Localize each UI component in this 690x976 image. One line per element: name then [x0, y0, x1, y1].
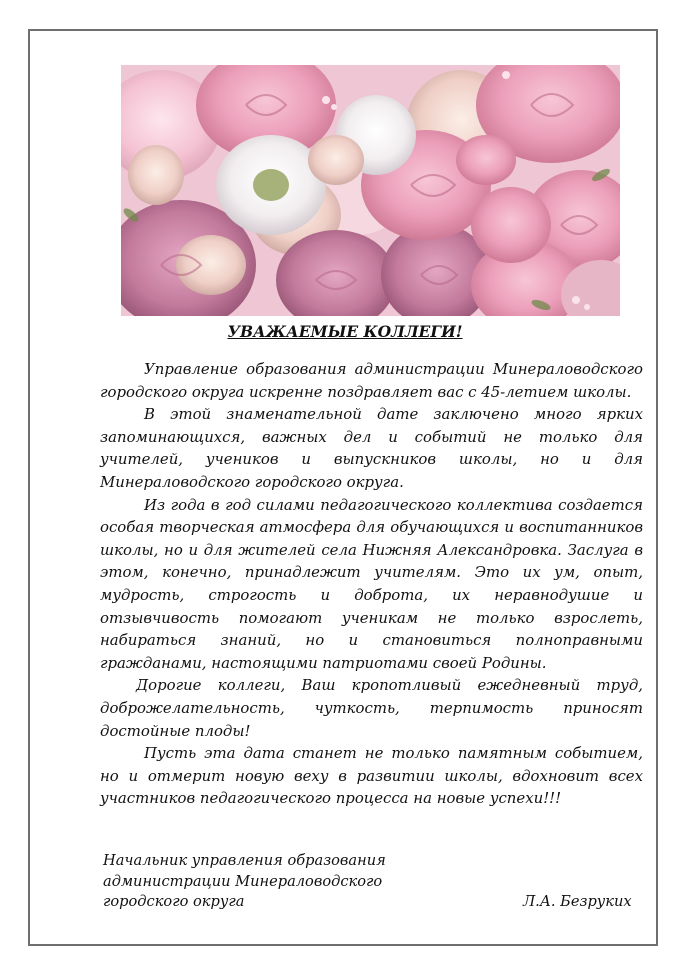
letter-title: УВАЖАЕМЫЕ КОЛЛЕГИ!	[227, 322, 463, 341]
paragraph-colleagues: Дорогие коллеги, Ваш кропотливый ежедневный труд, доброжелательность, чуткость, терпимость приносят достойные плоды!	[100, 676, 643, 740]
signature-position-line: городского округа	[103, 893, 245, 910]
paragraph-wishes: Пусть эта дата станет не только памятным событием, но и отмерит новую веху в развитии школы, вдохновит всех участников педагогического процесса на новые успехи!!!	[100, 744, 643, 808]
signature-position-line: Начальник управления образования	[103, 852, 386, 869]
paragraph-atmosphere: Из года в год силами педагогического коллектива создается особая творческая атмосфера для обучающихся и воспитанников школы, но и для жителей села Нижняя Александровка. Заслуга в этом, конечно, принадлежит учителям. Это их ум, опыт, мудрость, строгость и доброта, их неравнодушие и отзывчивость помогают ученикам не только взрослеть, набираться знаний, но и становиться полноправными гражданами, настоящими патриотами своей Родины.	[100, 495, 643, 672]
signature-block	[103, 851, 663, 913]
signature-position-line: администрации Минераловодского	[103, 872, 383, 890]
signatory-name: Л.А. Безруких	[523, 893, 632, 910]
letter-body	[100, 358, 643, 810]
paragraph-greeting: Управление образования администрации Минераловодского городского округа искренне поздравляет вас с 45-летием школы.	[100, 360, 643, 401]
paragraph-anniversary: В этой знаменательной дате заключено много ярких запоминающихся, важных дел и событий не только для учителей, учеников и выпускников школы, но и для Минераловодского городского округа.	[100, 405, 643, 491]
roses-photo	[121, 65, 620, 316]
